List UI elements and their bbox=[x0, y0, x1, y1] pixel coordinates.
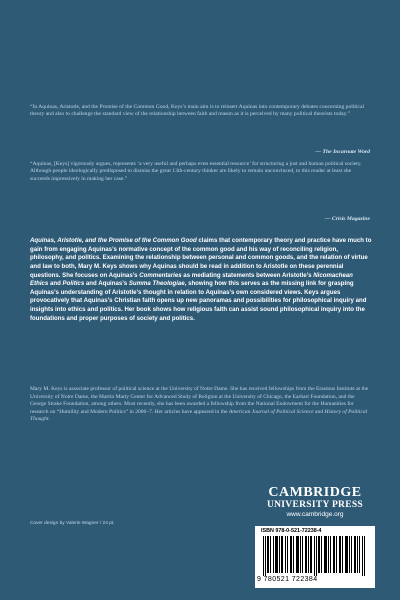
review-quote-2 bbox=[30, 161, 370, 183]
author-bio: Mary M. Keys is associate professor of political science at the University of Notre Dame. She has received fellowships from the Erasmus Institute at the University of Notre Dame, the Martin Marty Center for Advanced Study of Religion at the University of Chicago, the Earhart Foundation, and the George Strake Foundation, among others. Most recently, she has been awarded a fellowship from the National Endowment for the Humanities for research on “Humility and Modern Politics” in 2006–7. Her articles have appeared in the American Journal of Political Science and History of Political Thought. bbox=[30, 386, 369, 423]
barcode-digits: 9 780521 722384 bbox=[257, 576, 318, 583]
review-quote-1-text: “In Aquinas, Aristotle, and the Promise of the Common Good, Keys’s main aim is to reinsert Aquinas into contemporary debates concerning political theory and also to challenge the standard view of the relationship between faith and reason as it is perceived by many political theorists today.” bbox=[30, 104, 365, 118]
publisher-name: CAMBRIDGE bbox=[268, 485, 362, 500]
review-quote-2-text: “Aquinas, [Keys] vigorously argues, represents ‘a very useful and perhaps even essential resource’ for structuring a just and human political society. Although people ideologically predisposed to dismiss the great 13th-century thinker are likely to remain unconvinced, to this reader at least she succeeds impressively in making her case.” bbox=[30, 161, 362, 182]
desc-title-ref: Aquinas, Aristotle, and the Promise of the Common Good bbox=[30, 237, 197, 244]
cover-credit: Cover design by Valerie Wagner / 24 pt. bbox=[30, 521, 115, 526]
publisher-subtitle: UNIVERSITY PRESS bbox=[266, 500, 364, 510]
review-quote-1 bbox=[30, 104, 370, 119]
review-attribution-2: — Crisis Magazine bbox=[324, 216, 370, 222]
isbn-label: ISBN 978-0-521-72238-4 bbox=[261, 528, 322, 534]
barcode-bars bbox=[263, 536, 367, 576]
review-attribution-1: — The Incarnate Word bbox=[315, 149, 370, 155]
book-description: Aquinas, Aristotle, and the Promise of the Common Good claims that contemporary theory and practice have much to gain from engaging Aquinas’s normative concept of the common good and his way of reconciling religion, philosophy, and politics. Examining the relationship between personal and common goods, and the relation of virtue and law to both, Mary M. Keys shows why Aquinas should be read in addition to Aristotle on these perennial questions. She focuses on Aquinas’s Commentaries as mediating statements between Aristotle’s Nicomachean Ethics and Politics and Aquinas’s Summa Theologiae, showing how this serves as the missing link for grasping Aquinas’s understanding of Aristotle’s thought in relation to Aquinas’s own considered views. Keys argues provocatively that Aquinas’s Christian faith opens up new panoramas and possibilities for philosophical inquiry and insights into ethics and politics. Her book shows how religious faith can assist sound philosophical inquiry into the foundations and proper purposes of society and politics. bbox=[30, 237, 372, 322]
barcode bbox=[255, 526, 375, 588]
publisher-url: www.cambridge.org bbox=[286, 510, 344, 518]
publisher-logo bbox=[255, 486, 375, 518]
